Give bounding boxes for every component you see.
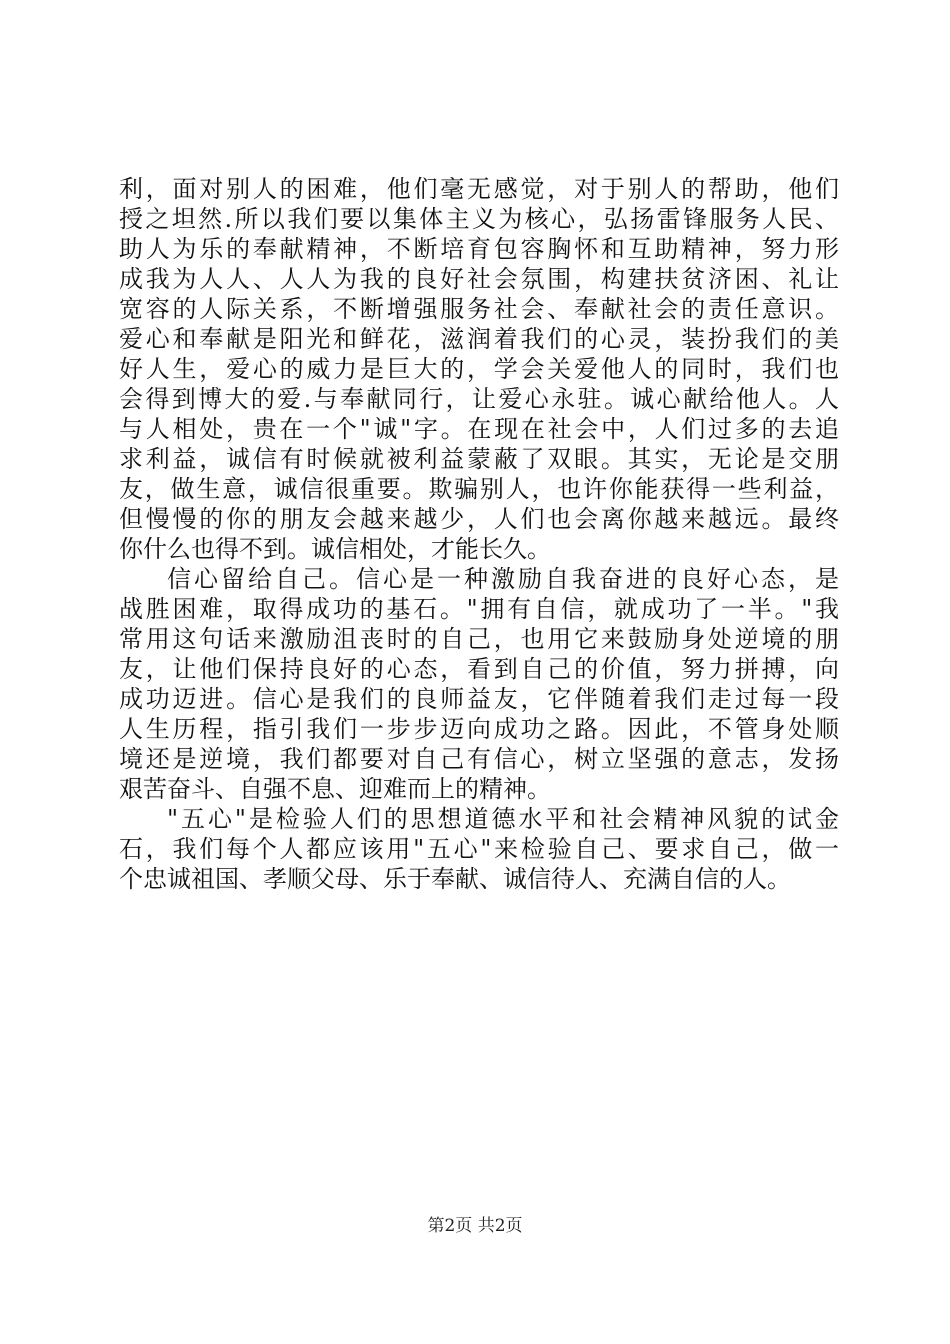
- text-line: 会得到博大的爱.与奉献同行，让爱心永驻。诚心献给他人。人: [119, 385, 839, 413]
- text-line: 友，做生意，诚信很重要。欺骗别人，也许你能获得一些利益，: [119, 475, 839, 503]
- text-line: 艰苦奋斗、自强不息、迎难而上的精神。: [119, 775, 551, 803]
- body-text: [119, 174, 839, 894]
- text-line: 求利益，诚信有时候就被利益蒙蔽了双眼。其实，无论是交朋: [119, 445, 839, 473]
- text-line: 与人相处，贵在一个"诚"字。在现在社会中，人们过多的去追: [119, 415, 839, 443]
- text-line: 信心留给自己。信心是一种激励自我奋进的良好心态，是: [167, 565, 839, 593]
- text-line: 好人生，爱心的威力是巨大的，学会关爱他人的同时，我们也: [119, 355, 839, 383]
- text-line: 境还是逆境，我们都要对自己有信心，树立坚强的意志，发扬: [119, 745, 839, 773]
- text-line: 但慢慢的你的朋友会越来越少，人们也会离你越来越远。最终: [119, 505, 839, 533]
- text-line: 你什么也得不到。诚信相处，才能长久。: [119, 535, 551, 563]
- text-line: 利，面对别人的困难，他们毫无感觉，对于别人的帮助，他们: [119, 175, 839, 203]
- text-line: 人生历程，指引我们一步步迈向成功之路。因此，不管身处顺: [119, 715, 839, 743]
- text-line: 宽容的人际关系，不断增强服务社会、奉献社会的责任意识。: [119, 295, 839, 323]
- text-line: 个忠诚祖国、孝顺父母、乐于奉献、诚信待人、充满自信的人。: [119, 865, 791, 893]
- text-line: 成功迈进。信心是我们的良师益友，它伴随着我们走过每一段: [119, 685, 839, 713]
- text-line: 助人为乐的奉献精神，不断培育包容胸怀和互助精神，努力形: [119, 235, 839, 263]
- text-line: 爱心和奉献是阳光和鲜花，滋润着我们的心灵，装扮我们的美: [119, 325, 839, 353]
- text-line: 石，我们每个人都应该用"五心"来检验自己、要求自己，做一: [119, 835, 839, 863]
- text-line: 授之坦然.所以我们要以集体主义为核心，弘扬雷锋服务人民、: [119, 205, 839, 233]
- text-line: 常用这句话来激励沮丧时的自己，也用它来鼓励身处逆境的朋: [119, 625, 839, 653]
- page-number-footer: 第2页 共2页: [427, 1216, 523, 1236]
- text-line: 成我为人人、人人为我的良好社会氛围，构建扶贫济困、礼让: [119, 265, 839, 293]
- text-line: 友，让他们保持良好的心态，看到自己的价值，努力拼搏，向: [119, 655, 839, 683]
- text-line: 战胜困难，取得成功的基石。"拥有自信，就成功了一半。"我: [119, 595, 839, 623]
- text-line: "五心"是检验人们的思想道德水平和社会精神风貌的试金: [167, 805, 839, 833]
